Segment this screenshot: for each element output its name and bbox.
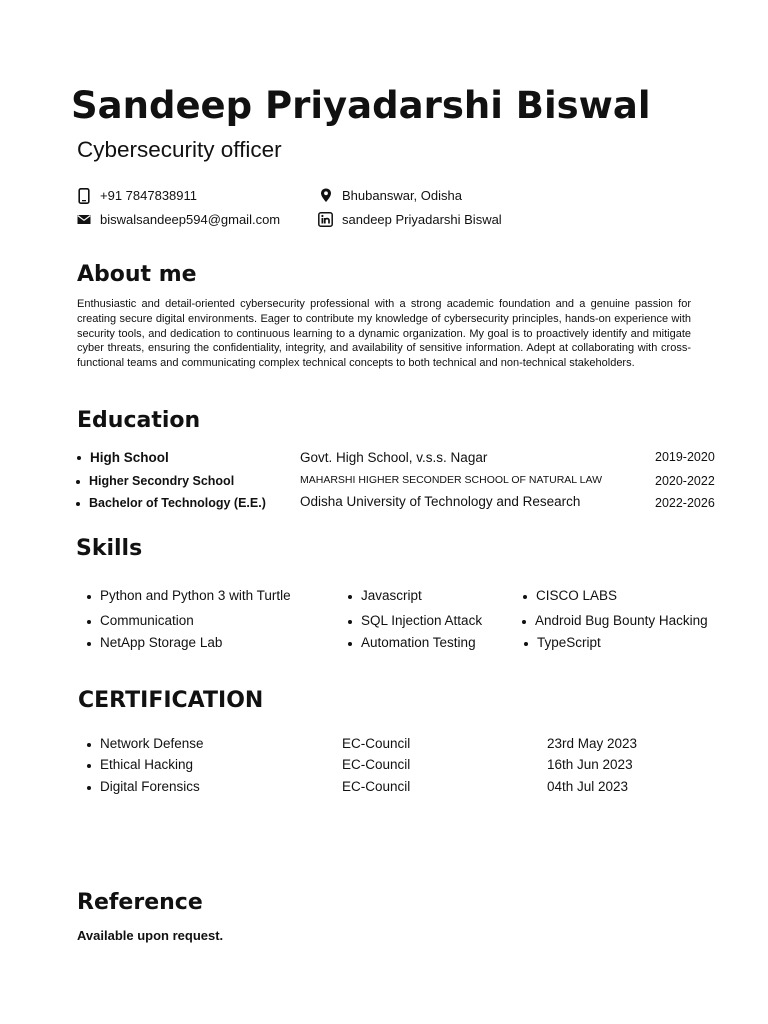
linkedin-icon [318, 212, 333, 227]
phone-number: +91 7847838911 [100, 188, 197, 203]
skill-item: Automation Testing [361, 635, 476, 650]
contact-linkedin[interactable] [318, 212, 502, 227]
certification-issuer: EC-Council [342, 757, 411, 772]
certification-heading: CERTIFICATION [78, 688, 264, 713]
certification-name: Network Defense [100, 736, 204, 751]
about-text: Enthusiastic and detail-oriented cybersecurity professional with a strong academic foundation and a genuine passion for creating secure digital environments. Eager to contribute my knowledge of cybersecurity principles, hands-on experience with security tools, and dedication to continuous learning to a dynamic organization. My goal is to proactively identify and mitigate cyber threats, ensuring the confidentiality, integrity, and availability of sensitive information. Adept at collaborating with cross-functional teams and communicating complex technical concepts to both technical and non-technical stakeholders. [77, 298, 691, 370]
about-heading: About me [77, 262, 197, 287]
education-institution: Odisha University of Technology and Research [300, 494, 581, 509]
education-years: 2020-2022 [655, 474, 715, 488]
linkedin-link[interactable]: sandeep Priyadarshi Biswal [342, 212, 502, 227]
certification-issuer: EC-Council [342, 736, 411, 751]
skill-item: TypeScript [537, 635, 601, 650]
location-text: Bhubanswar, Odisha [342, 188, 462, 203]
education-heading: Education [77, 408, 201, 433]
email-link[interactable]: biswalsandeep594@gmail.com [100, 212, 281, 227]
contact-phone [76, 188, 197, 203]
skills-heading: Skills [76, 536, 143, 561]
skill-item: CISCO LABS [536, 588, 618, 603]
skill-item: NetApp Storage Lab [100, 635, 223, 650]
location-pin-icon [318, 188, 333, 203]
education-degree: High School [90, 450, 169, 465]
contact-email[interactable] [76, 212, 280, 227]
certification-date: 16th Jun 2023 [547, 757, 633, 772]
skill-item: Android Bug Bounty Hacking [535, 613, 708, 628]
skill-item: Communication [100, 613, 194, 628]
skill-item: Python and Python 3 with Turtle [100, 588, 291, 603]
certification-date: 04th Jul 2023 [547, 779, 629, 794]
phone-icon [76, 188, 91, 203]
education-degree: Higher Secondry School [89, 474, 235, 488]
job-title: Cybersecurity officer [77, 137, 282, 162]
skill-item: Javascript [361, 588, 422, 603]
education-years: 2019-2020 [655, 450, 715, 464]
education-institution: Govt. High School, v.s.s. Nagar [300, 450, 488, 465]
certification-issuer: EC-Council [342, 779, 411, 794]
contact-location [318, 188, 462, 203]
candidate-name: Sandeep Priyadarshi Biswal [71, 84, 651, 127]
certification-date: 23rd May 2023 [547, 736, 638, 751]
certification-name: Digital Forensics [100, 779, 200, 794]
education-years: 2022-2026 [655, 496, 715, 510]
certification-name: Ethical Hacking [100, 757, 194, 772]
education-institution: MAHARSHI HIGHER SECONDER SCHOOL OF NATURAL LAW [300, 474, 603, 486]
reference-text: Available upon request. [77, 928, 224, 943]
mail-icon [76, 212, 91, 227]
education-degree: Bachelor of Technology (E.E.) [89, 496, 266, 510]
reference-heading: Reference [77, 890, 203, 915]
skill-item: SQL Injection Attack [361, 613, 483, 628]
